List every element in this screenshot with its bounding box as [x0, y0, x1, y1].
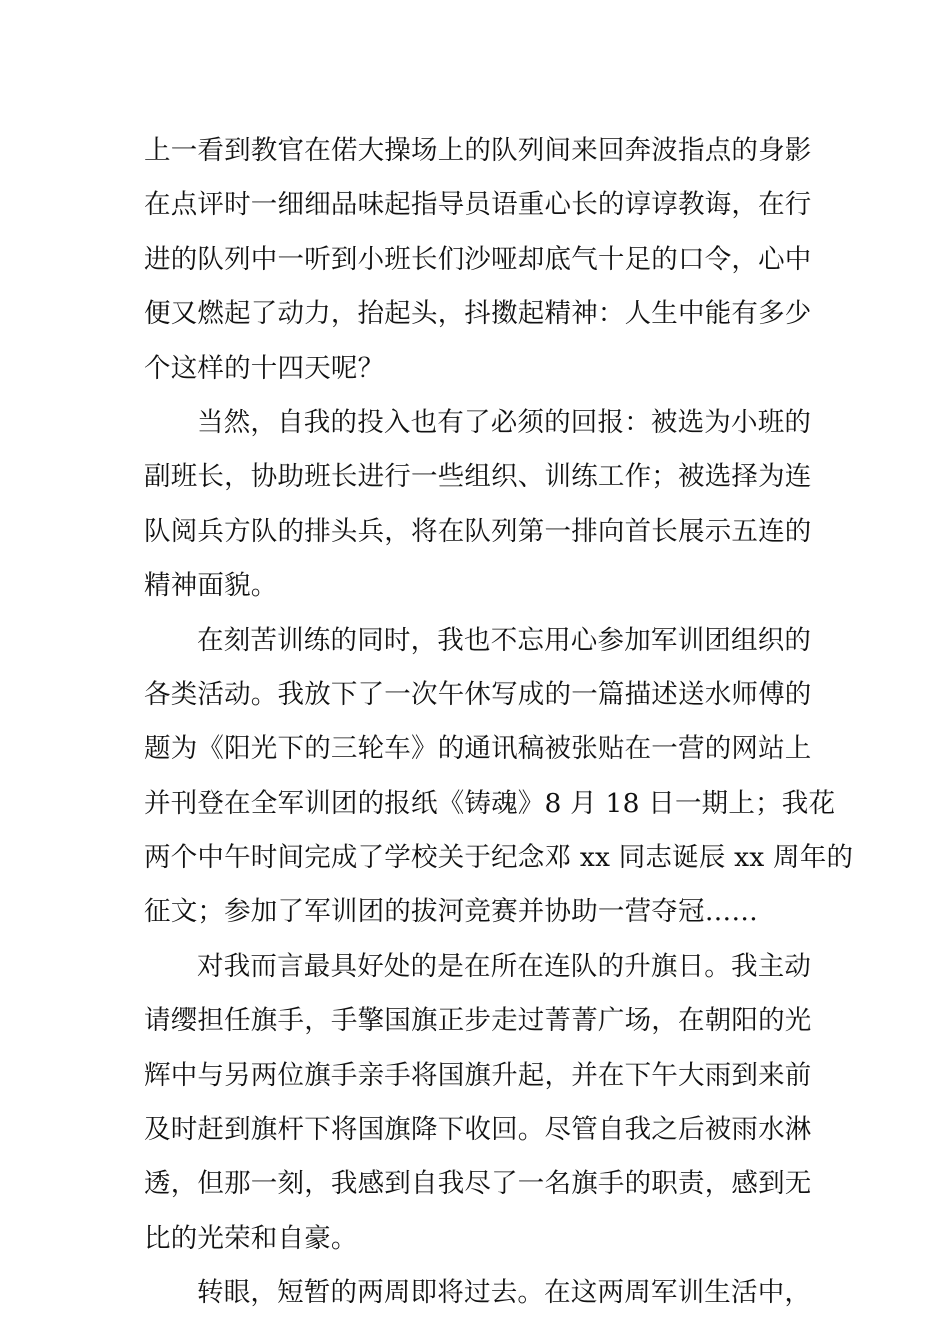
text-line: 在点评时一细细品味起指导员语重心长的谆谆教诲，在行	[144, 189, 812, 221]
paragraph-4	[144, 940, 812, 1266]
text-line: 个这样的十四天呢？	[144, 352, 385, 384]
text-line: 对我而言最具好处的是在所在连队的升旗日。我主动	[197, 950, 812, 982]
text-line: 便又燃起了动力，抬起头，抖擞起精神：人生中能有多少	[144, 298, 812, 330]
text-line: 各类活动。我放下了一次午休写成的一篇描述送水师傅的	[144, 678, 812, 710]
text-line: 透，但那一刻，我感到自我尽了一名旗手的职责，感到无	[144, 1168, 812, 1200]
text-line: 在刻苦训练的同时，我也不忘用心参加军训团组织的	[197, 624, 812, 656]
text-line: 题为《阳光下的三轮车》的通讯稿被张贴在一营的网站上	[144, 733, 812, 765]
text-line: 进的队列中一听到小班长们沙哑却底气十足的口令，心中	[144, 243, 812, 275]
text-line: 辉中与另两位旗手亲手将国旗升起，并在下午大雨到来前	[144, 1059, 812, 1091]
text-line: 副班长，协助班长进行一些组织、训练工作；被选择为连	[144, 461, 812, 493]
text-line: 当然，自我的投入也有了必须的回报：被选为小班的	[197, 406, 812, 438]
text-line: 上一看到教官在偌大操场上的队列间来回奔波指点的身影	[144, 135, 812, 166]
text-line: 请缨担任旗手，手擎国旗正步走过菁菁广场，在朝阳的光	[144, 1005, 812, 1037]
text-line: 比的光荣和自豪。	[144, 1222, 358, 1254]
text-line: 队阅兵方队的排头兵，将在队列第一排向首长展示五连的	[144, 515, 812, 547]
text-line: 并刊登在全军训团的报纸《铸魂》8 月 18 日一期上；我花	[144, 787, 836, 819]
paragraph-1	[144, 124, 812, 396]
text-line: 两个中午时间完成了学校关于纪念邓 xx 同志诞辰 xx 周年的	[144, 842, 854, 874]
text-line: 精神面貌。	[144, 570, 278, 602]
document-body	[144, 124, 854, 1321]
text-line: 转眼，短暂的两周即将过去。在这两周军训生活中，	[197, 1277, 812, 1309]
paragraph-3	[144, 614, 854, 940]
paragraph-2	[144, 396, 812, 614]
text-line: 征文；参加了军训团的拔河竞赛并协助一营夺冠……	[144, 896, 759, 928]
text-line: 及时赶到旗杆下将国旗降下收回。尽管自我之后被雨水淋	[144, 1114, 812, 1146]
paragraph-5	[144, 1266, 812, 1320]
